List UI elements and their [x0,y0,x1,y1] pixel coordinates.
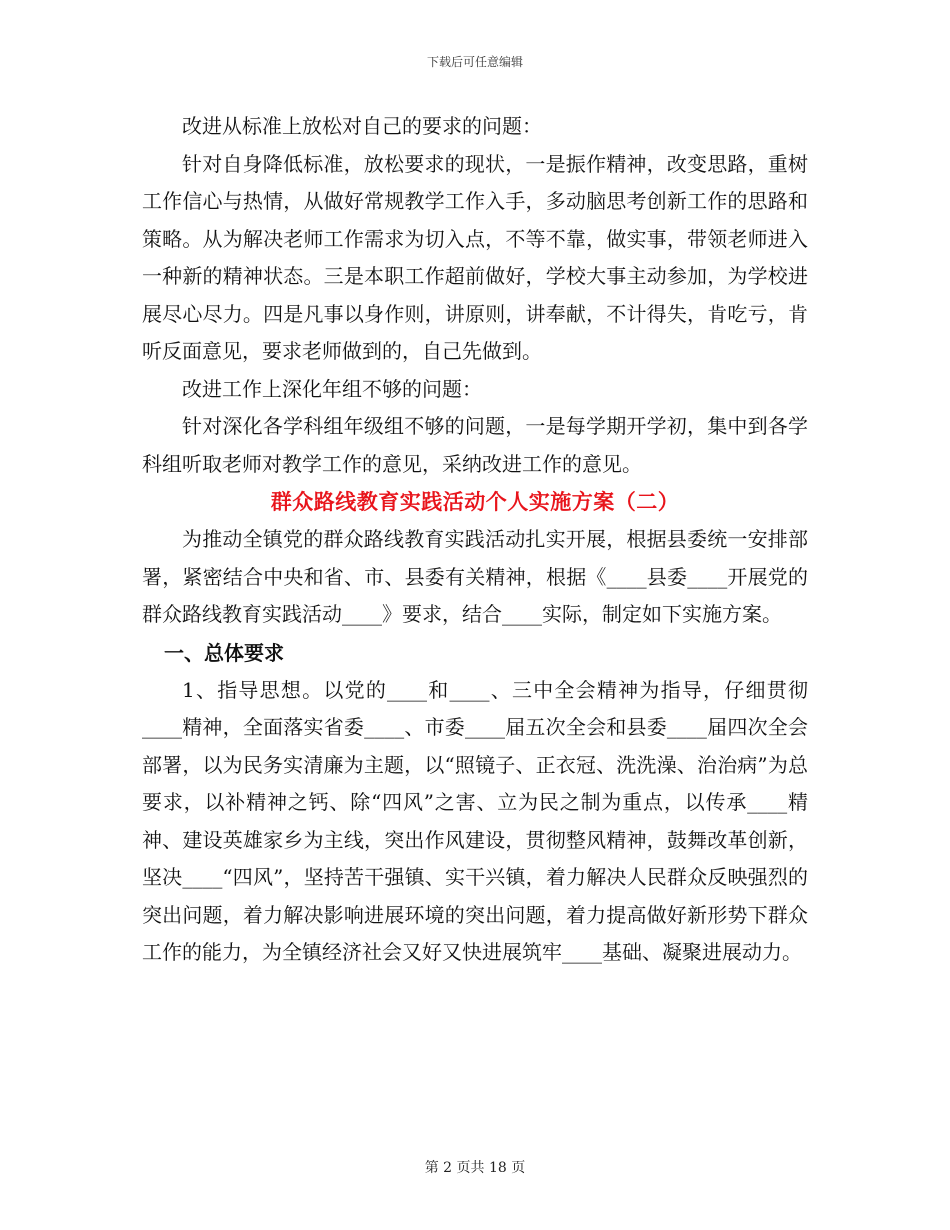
intro-paragraph: 为推动全镇党的群众路线教育实践活动扎实开展，根据县委统一安排部署，紧密结合中央和省、市、县委有关精神，根据《____县委____开展党的群众路线教育实践活动____》要求，结合____实际，制定如下实施方案。 [142,527,808,626]
guiding-thought-paragraph: 1、指导思想。以党的____和____、三中全会精神为指导，仔细贯彻____精神，全面落实省委____、市委____届五次全会和县委____届四次全会部署，以为民务实清廉为主题，以“照镜子、正衣冠、洗洗澡、治治病”为总要求，以补精神之钙、除“四风”之害、立为民之制为重点，以传承____精神、建设英雄家乡为主线，突出作风建设，贯彻整风精神，鼓舞改革创新，坚决____“四风”，坚持苦干强镇、实干兴镇，着力解决人民群众反映强烈的突出问题，着力解决影响进展环境的突出问题，着力提高做好新形势下群众工作的能力，为全镇经济社会又好又快进展筑牢____基础、凝聚进展动力。 [142,677,808,964]
paragraph-heading-grade-group: 改进工作上深化年组不够的问题： [182,376,482,401]
page-number: 第 2 页共 18 页 [424,1160,526,1176]
paragraph-standard-measures: 针对自身降低标准，放松要求的现状，一是振作精神，改变思路，重树工作信心与热情，从做好常规教学工作入手，多动脑思考创新工作的思路和策略。从为解决老师工作需求为切入点，不等不靠，做实事，带领老师进入一种新的精神状态。三是本职工作超前做好，学校大事主动参加，为学校进展尽心尽力。四是凡事以身作则，讲原则，讲奉献，不计得失，肯吃亏，肯听反面意见，要求老师做到的，自己先做到。 [142,151,808,363]
subheading-overall-requirements: 一、总体要求 [164,640,284,665]
section-title: 群众路线教育实践活动个人实施方案（二） [270,489,680,514]
paragraph-heading-standard: 改进从标准上放松对自己的要求的问题： [182,114,542,138]
header-note: 下载后可任意编辑 [426,55,523,69]
paragraph-grade-group-measures: 针对深化各学科组年级组不够的问题，一是每学期开学初，集中到各学科组听取老师对教学工作的意见，采纳改进工作的意见。 [142,414,808,476]
document-body [142,108,808,972]
